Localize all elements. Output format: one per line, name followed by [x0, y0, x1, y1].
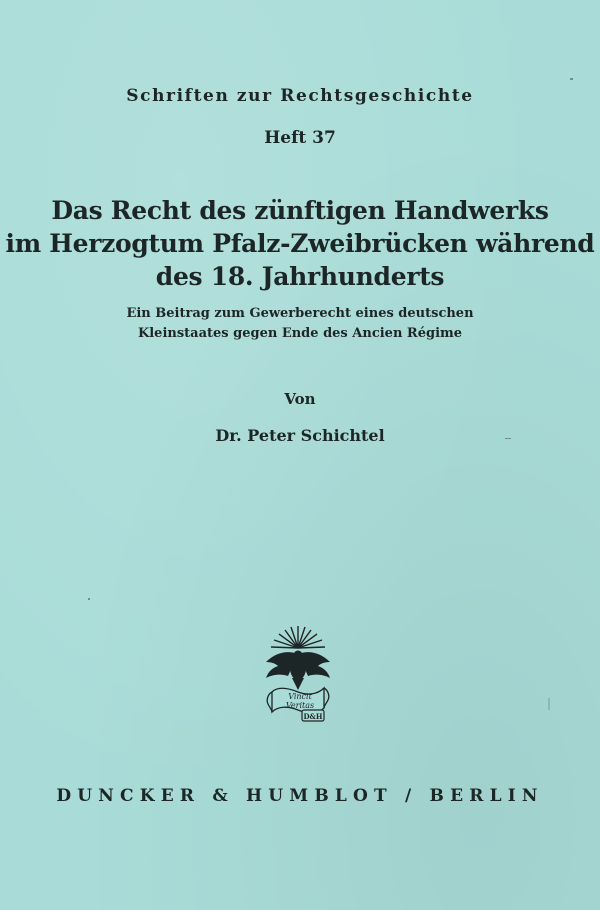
book-title-line-3: des 18. Jahrhunderts [155, 262, 445, 291]
eagle-emblem-icon [258, 622, 338, 722]
book-title-line-2: im Herzogtum Pfalz-Zweibrücken während [5, 229, 595, 258]
paper-speck [548, 698, 550, 710]
series-title: Schriften zur Rechtsgeschichte [126, 86, 474, 106]
publisher-imprint: DUNCKER & HUMBLOT / BERLIN [56, 786, 544, 806]
author-name: Dr. Peter Schichtel [215, 426, 385, 445]
volume-number: Heft 37 [264, 128, 336, 148]
paper-speck [88, 598, 90, 600]
subtitle-line-1: Ein Beitrag zum Gewerberecht eines deutschen [126, 306, 474, 321]
logo-motto-line-1: Vincit [288, 692, 312, 701]
logo-monogram: D&H [303, 712, 323, 721]
book-title-line-1: Das Recht des zünftigen Handwerks [51, 196, 549, 225]
paper-speck [570, 78, 573, 80]
subtitle-line-2: Kleinstaates gegen Ende des Ancien Régime [137, 326, 463, 341]
logo-motto-line-2: Veritas [285, 701, 315, 710]
by-label: Von [284, 390, 316, 408]
paper-speck [505, 438, 511, 439]
